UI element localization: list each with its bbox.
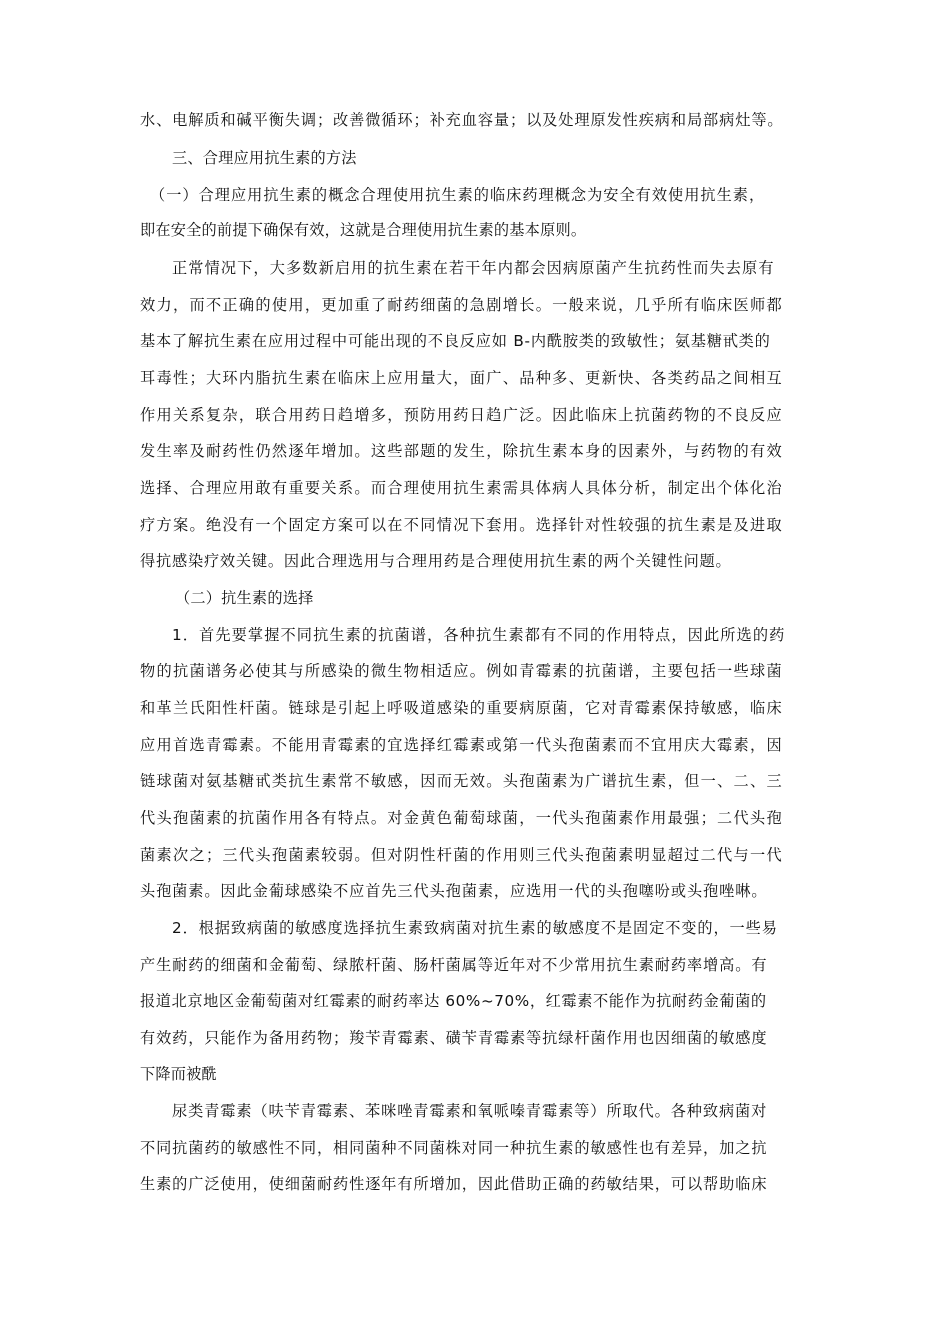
- subsection-heading: （一）合理应用抗生素的概念合理使用抗生素的临床药理概念为安全有效使用抗生素，: [150, 186, 766, 204]
- text-line: 基本了解抗生素在应用过程中可能出现的不良反应如 B-内酰胺类的致敏性；氨基糖甙类的: [140, 332, 771, 350]
- text-line: 头孢菌素。因此金葡球感染不应首先三代头孢菌素，应选用一代的头孢噻吩或头孢唑啉。: [140, 882, 768, 900]
- text-line: 应用首选青霉素。不能用青霉素的宜选择红霉素或第一代头孢菌素而不宜用庆大霉素，因: [140, 736, 784, 754]
- text-line: 作用关系复杂，联合用药日趋增多，预防用药日趋广泛。因此临床上抗菌药物的不良反应: [140, 406, 784, 424]
- text-line: 和革兰氏阳性杆菌。链球是引起上呼吸道感染的重要病原菌，它对青霉素保持敏感，临床: [140, 699, 784, 717]
- text-line: 代头孢菌素的抗菌作用各有特点。对金黄色葡萄球菌，一代头孢菌素作用最强；二代头孢: [140, 809, 784, 827]
- text-line: 物的抗菌谱务必使其与所感染的微生物相适应。例如青霉素的抗菌谱，主要包括一些球菌: [140, 662, 784, 680]
- text-line: 链球菌对氨基糖甙类抗生素常不敏感，因而无效。头孢菌素为广谱抗生素，但一、二、三: [140, 772, 784, 790]
- text-line: 正常情况下，大多数新启用的抗生素在若干年内都会因病原菌产生抗药性而失去原有: [172, 259, 775, 277]
- text-line: 疗方案。绝没有一个固定方案可以在不同情况下套用。选择针对性较强的抗生素是及进取: [140, 516, 784, 534]
- text-line: 选择、合理应用敢有重要关系。而合理使用抗生素需具体病人具体分析，制定出个体化治: [140, 479, 784, 497]
- text-line: 耳毒性；大环内脂抗生素在临床上应用量大，面广、品种多、更新快、各类药品之间相互: [140, 369, 784, 387]
- text-line: 效力，而不正确的使用，更加重了耐药细菌的急剧增长。一般来说，几乎所有临床医师都: [140, 296, 784, 314]
- text-line: 菌素次之；三代头孢菌素较弱。但对阴性杆菌的作用则三代头孢菌素明显超过二代与一代: [140, 846, 784, 864]
- text-line: 水、电解质和碱平衡失调；改善微循环；补充血容量；以及处理原发性疾病和局部病灶等。: [140, 111, 784, 129]
- text-line: 报道北京地区金葡萄菌对红霉素的耐药率达 60%~70%，红霉素不能作为抗耐药金葡菌的: [140, 992, 767, 1010]
- text-line: 发生率及耐药性仍然逐年增加。这些部题的发生，除抗生素本身的因素外，与药物的有效: [140, 442, 784, 460]
- subsection-heading: （二）抗生素的选择: [175, 589, 314, 607]
- text-line: 生素的广泛使用，使细菌耐药性逐年有所增加，因此借助正确的药敏结果，可以帮助临床: [140, 1175, 768, 1193]
- text-line: 产生耐药的细菌和金葡萄、绿脓杆菌、肠杆菌属等近年对不少常用抗生素耐药率增高。有: [140, 956, 768, 974]
- text-line: 1．首先要掌握不同抗生素的抗菌谱，各种抗生素都有不同的作用特点，因此所选的药: [172, 626, 786, 644]
- text-line: 尿类青霉素（呋苄青霉素、苯咪唑青霉素和氧哌嗪青霉素等）所取代。各种致病菌对: [172, 1102, 768, 1120]
- text-line: 即在安全的前提下确保有效，这就是合理使用抗生素的基本原则。: [140, 221, 587, 239]
- text-line: 下降而被酰: [140, 1065, 217, 1083]
- section-heading: 三、合理应用抗生素的方法: [172, 149, 357, 167]
- text-line: 2．根据致病菌的敏感度选择抗生素致病菌对抗生素的敏感度不是固定不变的，一些易: [172, 919, 778, 937]
- text-line: 不同抗菌药的敏感性不同，相同菌种不同菌株对同一种抗生素的敏感性也有差异，加之抗: [140, 1139, 768, 1157]
- text-line: 有效药，只能作为备用药物；羧苄青霉素、磺苄青霉素等抗绿杆菌作用也因细菌的敏感度: [140, 1029, 768, 1047]
- text-line: 得抗感染疗效关键。因此合理选用与合理用药是合理使用抗生素的两个关键性问题。: [140, 552, 732, 570]
